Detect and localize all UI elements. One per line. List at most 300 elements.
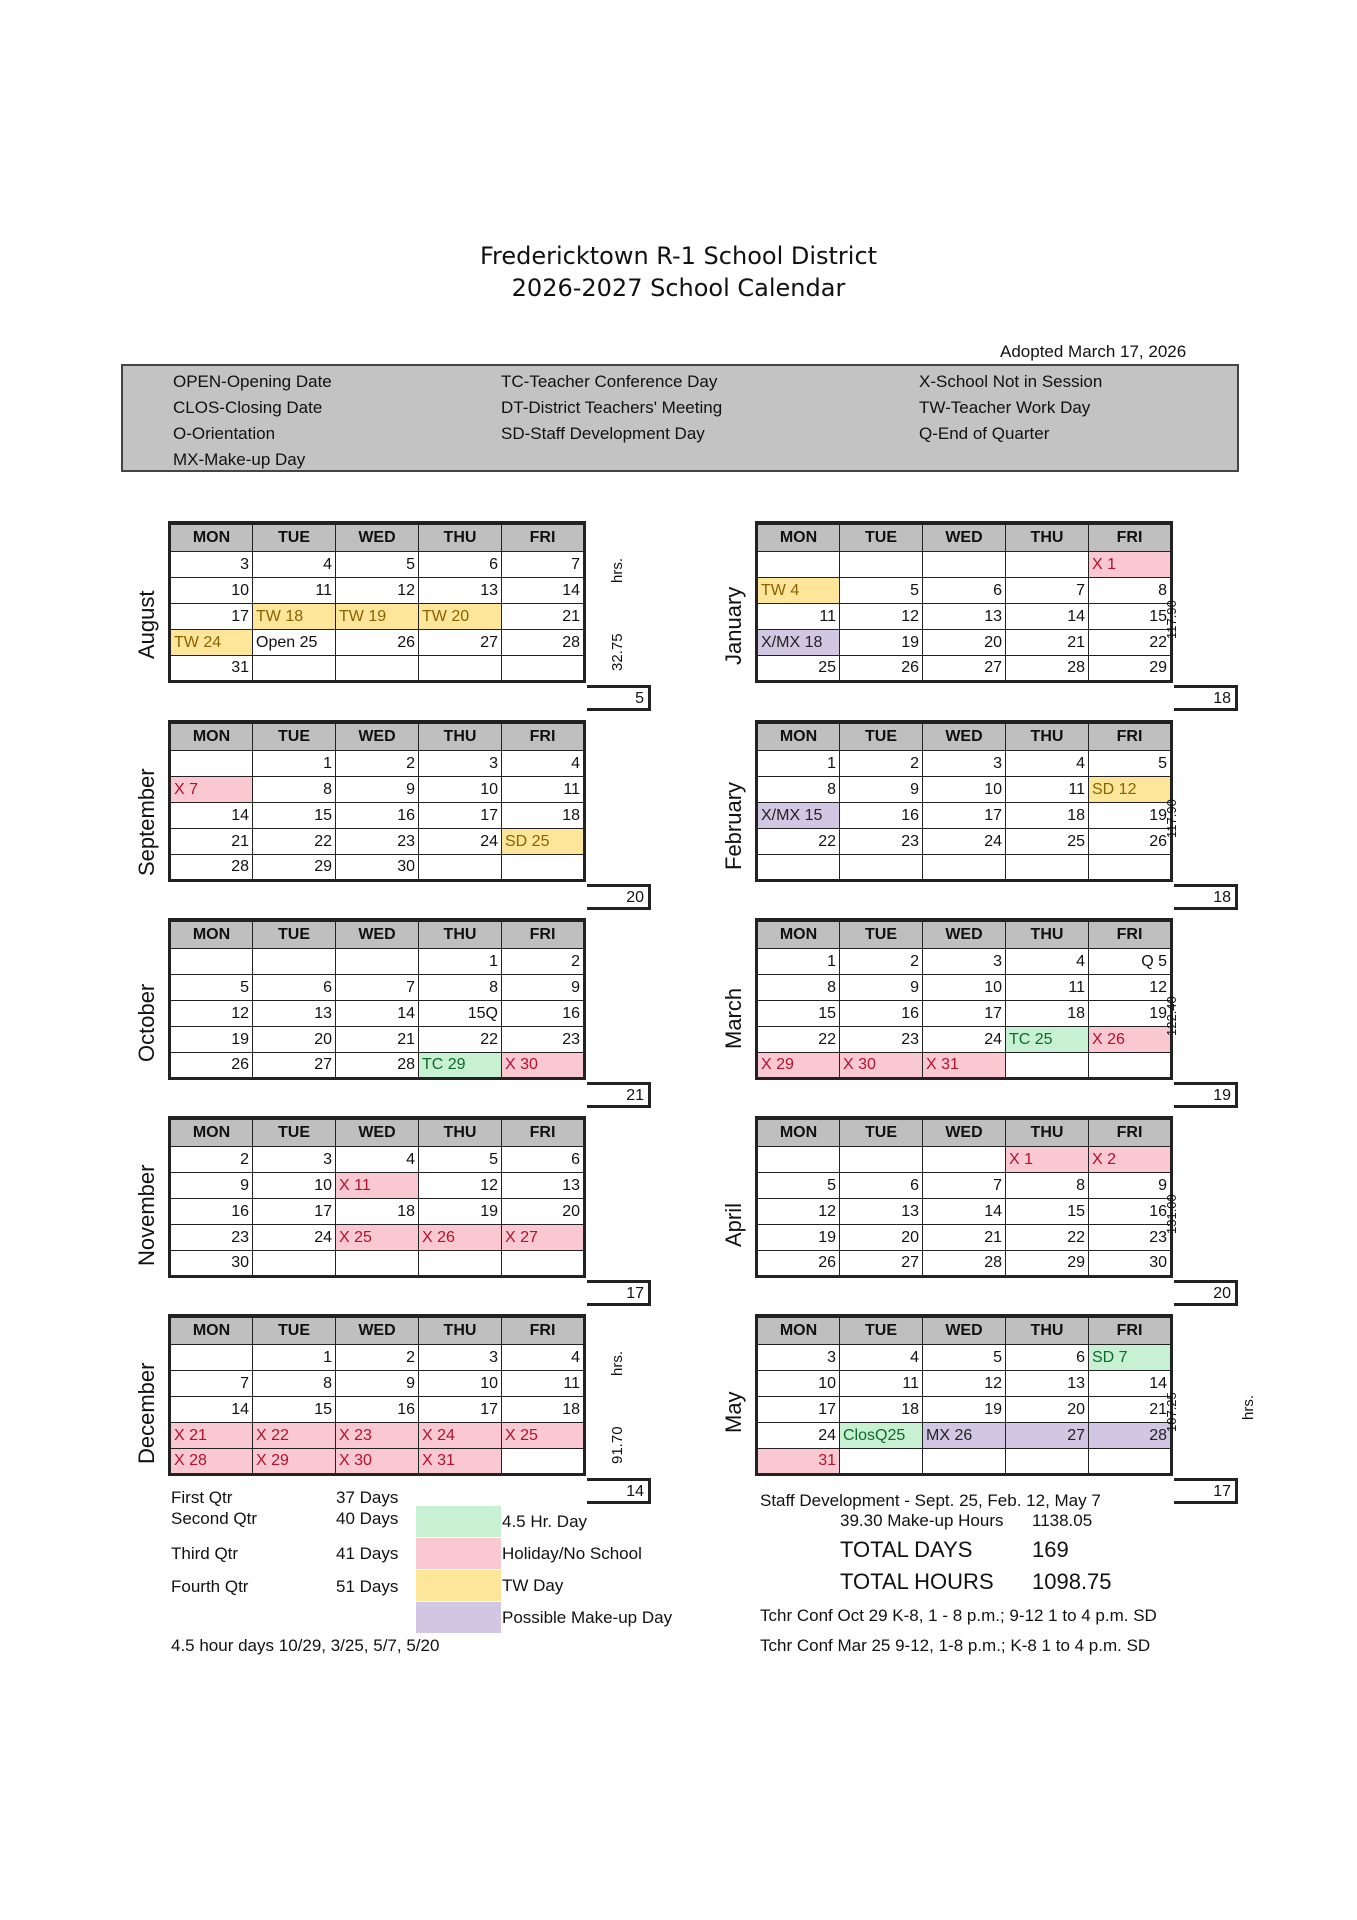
- day-cell: TW 19: [336, 604, 419, 630]
- day-cell: [1006, 1449, 1089, 1475]
- day-cell: 1: [757, 949, 840, 975]
- day-cell: [923, 552, 1006, 578]
- weekday-header: WED: [336, 1316, 419, 1345]
- month-december: [168, 1314, 586, 1476]
- day-cell: 18: [502, 1397, 585, 1423]
- day-cell: 17: [923, 1001, 1006, 1027]
- weekday-header: MON: [757, 1118, 840, 1147]
- day-cell: 7: [336, 975, 419, 1001]
- week-row: [170, 803, 585, 829]
- month-name: November: [134, 1164, 159, 1266]
- week-row: [170, 1173, 585, 1199]
- weekday-header: MON: [757, 523, 840, 552]
- day-cell: 3: [923, 751, 1006, 777]
- week-row: [757, 777, 1172, 803]
- day-cell: X 24: [419, 1423, 502, 1449]
- day-cell: 17: [923, 803, 1006, 829]
- week-row: [757, 1345, 1172, 1371]
- day-cell: 14: [170, 803, 253, 829]
- month-table: [168, 918, 586, 1080]
- weekday-header: TUE: [253, 523, 336, 552]
- day-cell: 6: [1006, 1345, 1089, 1371]
- day-cell: X/MX 15: [757, 803, 840, 829]
- total-hours-label: TOTAL HOURS: [840, 1569, 994, 1594]
- week-row: [170, 829, 585, 855]
- day-cell: 2: [502, 949, 585, 975]
- day-cell: 10: [757, 1371, 840, 1397]
- month-name: April: [721, 1203, 746, 1248]
- day-cell: 28: [502, 630, 585, 656]
- day-cell: 24: [757, 1423, 840, 1449]
- day-cell: 2: [336, 751, 419, 777]
- day-cell: 15: [757, 1001, 840, 1027]
- weekday-header: THU: [419, 1316, 502, 1345]
- month-january: [755, 521, 1173, 683]
- day-cell: [1089, 855, 1172, 881]
- day-cell: 22: [1006, 1225, 1089, 1251]
- day-cell: 19: [170, 1027, 253, 1053]
- weekday-header: THU: [1006, 1316, 1089, 1345]
- week-row: [170, 1027, 585, 1053]
- day-cell: X 31: [419, 1449, 502, 1475]
- day-cell: 3: [923, 949, 1006, 975]
- day-cell: 24: [253, 1225, 336, 1251]
- day-cell: 3: [419, 751, 502, 777]
- weekday-header: FRI: [1089, 1316, 1172, 1345]
- day-cell: 8: [1089, 578, 1172, 604]
- legend-open: OPEN-Opening Date: [173, 372, 332, 391]
- key-purple-label: Possible Make-up Day: [502, 1608, 673, 1627]
- week-row: [170, 578, 585, 604]
- week-row: [757, 1423, 1172, 1449]
- hours-label: hrs.: [609, 557, 626, 583]
- day-cell: 20: [923, 630, 1006, 656]
- total-days-value: 169: [1032, 1537, 1069, 1562]
- week-row: [170, 751, 585, 777]
- day-cell: 9: [1089, 1173, 1172, 1199]
- weekday-header: MON: [170, 523, 253, 552]
- day-cell: 29: [1089, 656, 1172, 682]
- cumulative-hours: 122.40: [1164, 996, 1179, 1036]
- total-days-label: TOTAL DAYS: [840, 1537, 973, 1562]
- cumulative-hours: 117.90: [1164, 600, 1179, 639]
- half-days-note: 4.5 hour days 10/29, 3/25, 5/7, 5/20: [171, 1636, 440, 1655]
- day-cell: 16: [336, 1397, 419, 1423]
- day-cell: 8: [757, 975, 840, 1001]
- day-cell: 6: [840, 1173, 923, 1199]
- day-cell: 24: [923, 1027, 1006, 1053]
- day-cell: 21: [336, 1027, 419, 1053]
- day-cell: 24: [923, 829, 1006, 855]
- day-cell: 5: [336, 552, 419, 578]
- month-august: [168, 521, 586, 683]
- week-row: [170, 1345, 585, 1371]
- day-cell: 17: [170, 604, 253, 630]
- week-row: [170, 630, 585, 656]
- weekday-header: WED: [923, 523, 1006, 552]
- day-cell: [840, 855, 923, 881]
- day-cell: 28: [336, 1053, 419, 1079]
- week-row: [757, 829, 1172, 855]
- month-day-count: 20: [1174, 1280, 1238, 1306]
- day-cell: 4: [502, 751, 585, 777]
- month-day-count: 14: [587, 1478, 651, 1504]
- day-cell: 20: [253, 1027, 336, 1053]
- day-cell: TC 25: [1006, 1027, 1089, 1053]
- day-cell: SD 12: [1089, 777, 1172, 803]
- day-cell: 22: [757, 1027, 840, 1053]
- week-row: [757, 1397, 1172, 1423]
- day-cell: [1006, 1053, 1089, 1079]
- day-cell: X 30: [502, 1053, 585, 1079]
- day-cell: 4: [253, 552, 336, 578]
- day-cell: X 30: [336, 1449, 419, 1475]
- week-row: [170, 1199, 585, 1225]
- day-cell: X 23: [336, 1423, 419, 1449]
- makeup-hours-value: 1138.05: [1032, 1511, 1093, 1530]
- day-cell: 1: [419, 949, 502, 975]
- day-cell: 26: [757, 1251, 840, 1277]
- cumulative-hours: 117.90: [1164, 799, 1179, 838]
- day-cell: 15: [253, 803, 336, 829]
- week-row: [170, 1449, 585, 1475]
- day-cell: 27: [253, 1053, 336, 1079]
- month-table: [168, 720, 586, 882]
- day-cell: 23: [336, 829, 419, 855]
- weekday-header: MON: [757, 1316, 840, 1345]
- weekday-header: THU: [419, 920, 502, 949]
- day-cell: [419, 1251, 502, 1277]
- day-cell: 26: [336, 630, 419, 656]
- day-cell: 30: [170, 1251, 253, 1277]
- day-cell: 26: [1089, 829, 1172, 855]
- day-cell: 12: [419, 1173, 502, 1199]
- month-september: [168, 720, 586, 882]
- day-cell: 26: [840, 656, 923, 682]
- month-day-count: 19: [1174, 1082, 1238, 1108]
- week-row: [170, 1053, 585, 1079]
- day-cell: 13: [1006, 1371, 1089, 1397]
- day-cell: 16: [502, 1001, 585, 1027]
- day-cell: 12: [923, 1371, 1006, 1397]
- tchr-conf-mar: Tchr Conf Mar 25 9-12, 1-8 p.m.; K-8 1 to 4 p.m. SD: [760, 1636, 1151, 1655]
- day-cell: [253, 949, 336, 975]
- month-name: September: [134, 768, 159, 877]
- month-day-count: 21: [587, 1082, 651, 1108]
- day-cell: TW 4: [757, 578, 840, 604]
- may-hours-label: hrs.: [1240, 1394, 1257, 1420]
- week-row: [170, 1371, 585, 1397]
- day-cell: 4: [840, 1345, 923, 1371]
- day-cell: 4: [502, 1345, 585, 1371]
- day-cell: 1: [757, 751, 840, 777]
- weekday-header: TUE: [253, 1316, 336, 1345]
- weekday-header: FRI: [502, 1316, 585, 1345]
- day-cell: 18: [1006, 803, 1089, 829]
- day-cell: 17: [253, 1199, 336, 1225]
- weekday-header: MON: [170, 722, 253, 751]
- month-february: [755, 720, 1173, 882]
- weekday-header: TUE: [840, 523, 923, 552]
- day-cell: [253, 1251, 336, 1277]
- day-cell: 23: [170, 1225, 253, 1251]
- day-cell: 25: [757, 656, 840, 682]
- key-yellow-label: TW Day: [502, 1576, 564, 1595]
- week-row: [170, 1423, 585, 1449]
- day-cell: X 30: [840, 1053, 923, 1079]
- month-day-count: 18: [1174, 685, 1238, 711]
- week-row: [757, 604, 1172, 630]
- day-cell: 21: [923, 1225, 1006, 1251]
- weekday-header: FRI: [502, 722, 585, 751]
- week-row: [170, 1225, 585, 1251]
- week-row: [170, 949, 585, 975]
- month-name: October: [134, 983, 159, 1062]
- day-cell: 20: [840, 1225, 923, 1251]
- legend-tc: TC-Teacher Conference Day: [501, 372, 718, 391]
- day-cell: 6: [923, 578, 1006, 604]
- week-row: [757, 1147, 1172, 1173]
- day-cell: [923, 1147, 1006, 1173]
- week-row: [170, 1397, 585, 1423]
- day-cell: 5: [923, 1345, 1006, 1371]
- day-cell: MX 26: [923, 1423, 1006, 1449]
- key-green-label: 4.5 Hr. Day: [502, 1512, 588, 1531]
- swatch-yellow: [416, 1570, 501, 1601]
- day-cell: 14: [923, 1199, 1006, 1225]
- day-cell: TW 24: [170, 630, 253, 656]
- week-row: [757, 751, 1172, 777]
- month-table: [755, 521, 1173, 683]
- day-cell: 19: [419, 1199, 502, 1225]
- day-cell: SD 7: [1089, 1345, 1172, 1371]
- day-cell: 27: [923, 656, 1006, 682]
- month-table: [168, 1314, 586, 1476]
- day-cell: 21: [502, 604, 585, 630]
- day-cell: X 29: [253, 1449, 336, 1475]
- day-cell: [757, 855, 840, 881]
- cumulative-hours: 107.25: [1164, 1392, 1179, 1432]
- day-cell: [170, 949, 253, 975]
- day-cell: 13: [923, 604, 1006, 630]
- day-cell: 1: [253, 751, 336, 777]
- day-cell: 3: [253, 1147, 336, 1173]
- day-cell: 4: [336, 1147, 419, 1173]
- q1-days: 37 Days: [336, 1488, 399, 1507]
- month-table: [168, 521, 586, 683]
- legend-x: X-School Not in Session: [919, 372, 1103, 391]
- week-row: [757, 1027, 1172, 1053]
- day-cell: X 26: [1089, 1027, 1172, 1053]
- week-row: [757, 1173, 1172, 1199]
- weekday-header: WED: [336, 920, 419, 949]
- day-cell: 6: [419, 552, 502, 578]
- day-cell: [1006, 855, 1089, 881]
- week-row: [757, 1449, 1172, 1475]
- week-row: [170, 604, 585, 630]
- weekday-header: TUE: [253, 920, 336, 949]
- day-cell: TW 18: [253, 604, 336, 630]
- day-cell: 18: [840, 1397, 923, 1423]
- day-cell: [253, 656, 336, 682]
- week-row: [757, 949, 1172, 975]
- q2-days: 40 Days: [336, 1509, 399, 1528]
- day-cell: 22: [253, 829, 336, 855]
- legend-clos: CLOS-Closing Date: [173, 398, 323, 417]
- week-row: [757, 1001, 1172, 1027]
- weekday-header: FRI: [1089, 1118, 1172, 1147]
- day-cell: 5: [1089, 751, 1172, 777]
- month-day-count: 17: [1174, 1478, 1238, 1504]
- day-cell: 8: [419, 975, 502, 1001]
- day-cell: 16: [840, 1001, 923, 1027]
- day-cell: 21: [1006, 630, 1089, 656]
- week-row: [757, 552, 1172, 578]
- day-cell: 28: [923, 1251, 1006, 1277]
- month-table: [755, 1116, 1173, 1278]
- day-cell: 21: [1089, 1397, 1172, 1423]
- day-cell: 23: [1089, 1225, 1172, 1251]
- day-cell: 16: [336, 803, 419, 829]
- day-cell: 14: [336, 1001, 419, 1027]
- day-cell: 7: [923, 1173, 1006, 1199]
- week-row: [757, 578, 1172, 604]
- week-row: [757, 630, 1172, 656]
- day-cell: [840, 552, 923, 578]
- day-cell: 22: [1089, 630, 1172, 656]
- day-cell: X 31: [923, 1053, 1006, 1079]
- week-row: [757, 1371, 1172, 1397]
- day-cell: X 26: [419, 1225, 502, 1251]
- total-hours-value: 1098.75: [1032, 1569, 1112, 1594]
- day-cell: [923, 855, 1006, 881]
- day-cell: 19: [923, 1397, 1006, 1423]
- q3-label: Third Qtr: [171, 1544, 239, 1563]
- day-cell: 29: [253, 855, 336, 881]
- day-cell: 12: [336, 578, 419, 604]
- day-cell: 1: [253, 1345, 336, 1371]
- day-cell: 10: [923, 777, 1006, 803]
- month-name: February: [721, 781, 746, 870]
- day-cell: 27: [1006, 1423, 1089, 1449]
- day-cell: [502, 1251, 585, 1277]
- day-cell: 6: [253, 975, 336, 1001]
- day-cell: 9: [840, 975, 923, 1001]
- day-cell: 28: [170, 855, 253, 881]
- day-cell: 3: [419, 1345, 502, 1371]
- swatch-purple: [416, 1602, 501, 1633]
- month-april: [755, 1116, 1173, 1278]
- day-cell: Q 5: [1089, 949, 1172, 975]
- day-cell: [1006, 552, 1089, 578]
- day-cell: X 1: [1006, 1147, 1089, 1173]
- day-cell: 13: [253, 1001, 336, 1027]
- day-cell: [502, 1449, 585, 1475]
- weekday-header: TUE: [840, 722, 923, 751]
- week-row: [170, 552, 585, 578]
- month-table: [755, 918, 1173, 1080]
- day-cell: 23: [840, 829, 923, 855]
- weekday-header: FRI: [1089, 920, 1172, 949]
- weekday-header: TUE: [840, 920, 923, 949]
- day-cell: X 25: [502, 1423, 585, 1449]
- calendar-title-district: Fredericktown R-1 School District: [479, 242, 878, 270]
- day-cell: 2: [840, 751, 923, 777]
- day-cell: 4: [1006, 751, 1089, 777]
- day-cell: 11: [757, 604, 840, 630]
- week-row: [170, 975, 585, 1001]
- weekday-header: FRI: [1089, 722, 1172, 751]
- day-cell: 2: [336, 1345, 419, 1371]
- day-cell: 19: [757, 1225, 840, 1251]
- day-cell: 11: [253, 578, 336, 604]
- day-cell: 26: [170, 1053, 253, 1079]
- weekday-header: WED: [923, 1316, 1006, 1345]
- day-cell: 14: [170, 1397, 253, 1423]
- day-cell: 22: [757, 829, 840, 855]
- day-cell: 15Q: [419, 1001, 502, 1027]
- day-cell: 2: [840, 949, 923, 975]
- day-cell: X/MX 18: [757, 630, 840, 656]
- day-cell: 3: [757, 1345, 840, 1371]
- day-cell: 19: [1089, 1001, 1172, 1027]
- weekday-header: MON: [170, 1316, 253, 1345]
- day-cell: TC 29: [419, 1053, 502, 1079]
- month-table: [755, 720, 1173, 882]
- day-cell: 16: [1089, 1199, 1172, 1225]
- day-cell: 8: [253, 1371, 336, 1397]
- day-cell: 29: [1006, 1251, 1089, 1277]
- day-cell: 12: [840, 604, 923, 630]
- weekday-header: FRI: [502, 1118, 585, 1147]
- month-name: January: [721, 586, 746, 665]
- day-cell: 20: [502, 1199, 585, 1225]
- month-name: March: [721, 988, 746, 1050]
- q4-label: Fourth Qtr: [171, 1577, 249, 1596]
- day-cell: 9: [840, 777, 923, 803]
- month-table: [755, 1314, 1173, 1476]
- month-day-count: 17: [587, 1280, 651, 1306]
- weekday-header: MON: [757, 920, 840, 949]
- day-cell: [336, 949, 419, 975]
- legend-tw: TW-Teacher Work Day: [919, 398, 1091, 417]
- day-cell: 18: [1006, 1001, 1089, 1027]
- day-cell: 6: [502, 1147, 585, 1173]
- weekday-header: WED: [336, 523, 419, 552]
- week-row: [757, 1199, 1172, 1225]
- legend-dt: DT-District Teachers' Meeting: [501, 398, 723, 417]
- weekday-header: THU: [419, 523, 502, 552]
- legend-o: O-Orientation: [173, 424, 276, 443]
- day-cell: [170, 1345, 253, 1371]
- month-november: [168, 1116, 586, 1278]
- day-cell: X 28: [170, 1449, 253, 1475]
- day-cell: 16: [840, 803, 923, 829]
- day-cell: 12: [170, 1001, 253, 1027]
- day-cell: 31: [757, 1449, 840, 1475]
- week-row: [757, 803, 1172, 829]
- day-cell: 8: [1006, 1173, 1089, 1199]
- week-row: [170, 855, 585, 881]
- day-cell: 5: [840, 578, 923, 604]
- day-cell: 8: [757, 777, 840, 803]
- weekday-header: TUE: [253, 722, 336, 751]
- key-pink-label: Holiday/No School: [502, 1544, 642, 1563]
- weekday-header: WED: [923, 722, 1006, 751]
- day-cell: 8: [253, 777, 336, 803]
- weekday-header: TUE: [840, 1316, 923, 1345]
- swatch-pink: [416, 1538, 501, 1569]
